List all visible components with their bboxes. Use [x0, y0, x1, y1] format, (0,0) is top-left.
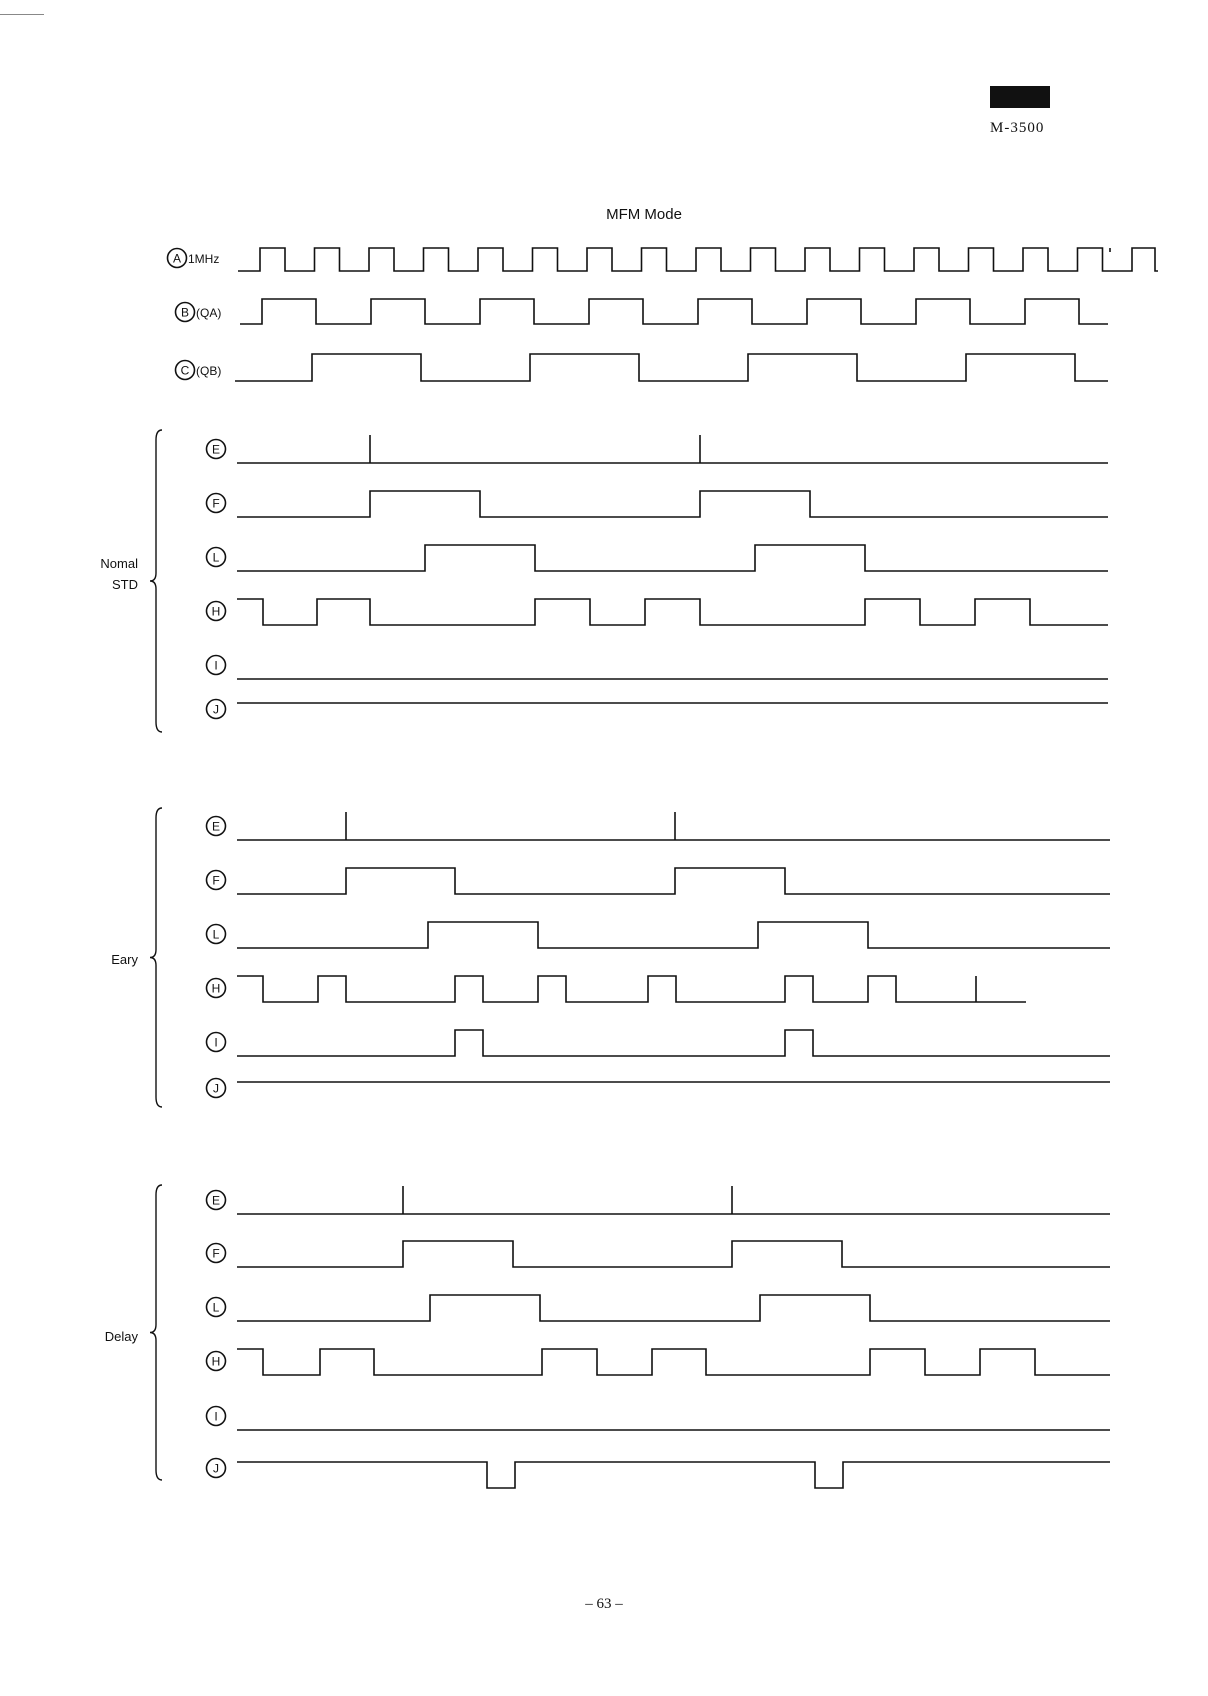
group-delay-brace [150, 1185, 162, 1480]
group-early-signal-H-waveform [237, 976, 1026, 1002]
diagram-title: MFM Mode [606, 206, 682, 223]
group-delay-signal-L-waveform [237, 1295, 1110, 1321]
signal-B-waveform [240, 299, 1108, 324]
signal-C-waveform [235, 354, 1108, 381]
group-early-signal-E-letter: E [211, 819, 221, 834]
group-normal-signal-H-waveform [237, 599, 1108, 625]
group-normal-label-0: Nomal [100, 556, 138, 571]
group-delay-signal-E-letter: E [211, 1193, 221, 1208]
signal-C-letter: C [180, 363, 190, 378]
page-number: – 63 – [585, 1596, 623, 1612]
group-early-brace [150, 808, 162, 1107]
group-normal-signal-J-letter: J [213, 702, 219, 717]
group-delay-signal-H-waveform [237, 1349, 1110, 1375]
group-normal-signal-L-waveform [237, 545, 1108, 571]
group-early-signal-L-waveform [237, 922, 1110, 948]
group-early-signal-I-waveform [237, 1030, 1110, 1056]
group-normal-signal-H-letter: H [211, 604, 221, 619]
group-early-signal-L-letter: L [212, 927, 220, 942]
group-normal-signal-F-waveform [237, 491, 1108, 517]
signal-B-letter: B [180, 305, 190, 320]
group-early-signal-H-letter: H [211, 981, 221, 996]
group-delay-signal-L-letter: L [212, 1300, 220, 1315]
group-delay-signal-J-waveform [237, 1462, 1110, 1488]
group-early-signal-F-letter: F [212, 873, 220, 888]
group-normal-label-1: STD [112, 577, 138, 592]
document-code: M-3500 [990, 120, 1045, 136]
group-delay-signal-J-letter: J [213, 1461, 219, 1476]
group-delay-signal-I-letter: I [214, 1409, 218, 1424]
signal-A-label: 1MHz [188, 252, 220, 266]
group-early-signal-F-waveform [237, 868, 1110, 894]
group-normal-brace [150, 430, 162, 732]
group-early-label-0: Eary [111, 952, 138, 967]
signal-A-letter: A [172, 251, 182, 266]
signal-A-waveform [238, 248, 1158, 271]
group-normal-signal-L-letter: L [212, 550, 220, 565]
group-early-signal-J-letter: J [213, 1081, 219, 1096]
signal-B-label: (QA) [196, 306, 222, 320]
signal-C-label: (QB) [196, 364, 222, 378]
group-delay-label-0: Delay [104, 1329, 138, 1344]
group-delay-signal-F-waveform [237, 1241, 1110, 1267]
group-early-signal-I-letter: I [214, 1035, 218, 1050]
group-normal-signal-E-letter: E [211, 442, 221, 457]
group-normal-signal-F-letter: F [212, 496, 220, 511]
group-delay-signal-H-letter: H [211, 1354, 221, 1369]
group-normal-signal-I-letter: I [214, 658, 218, 673]
group-delay-signal-F-letter: F [212, 1246, 220, 1261]
